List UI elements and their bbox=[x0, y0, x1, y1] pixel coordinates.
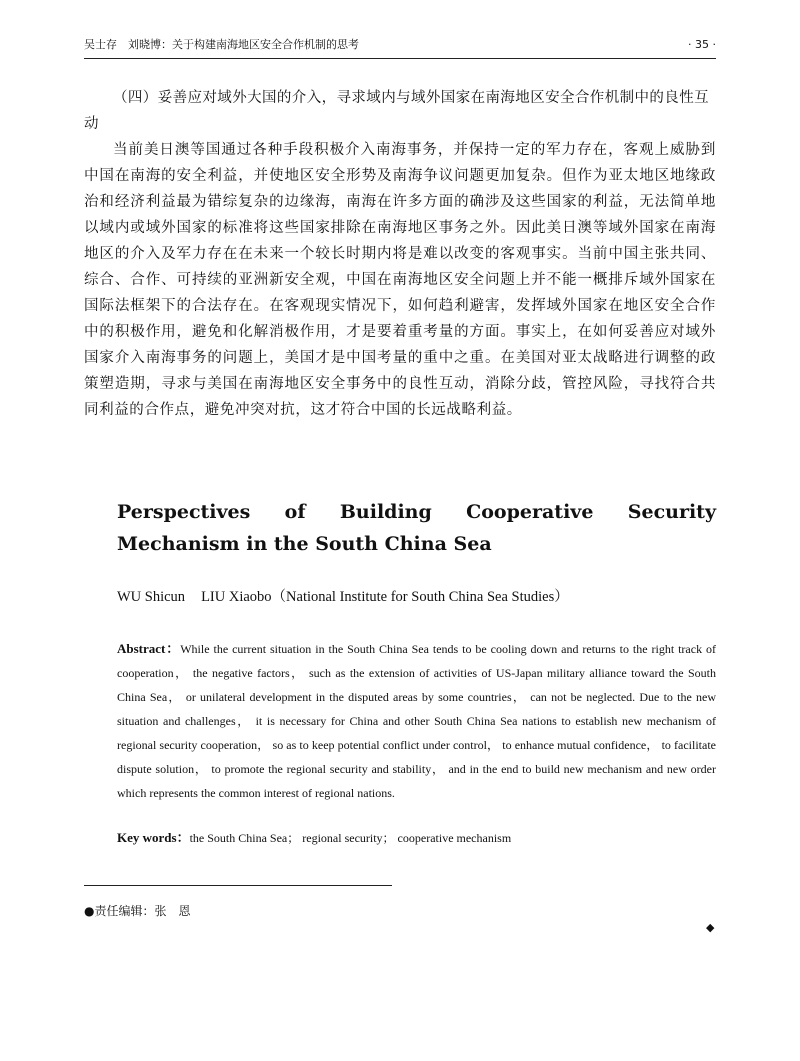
abstract-text: While the current situation in the South China Sea tends to be cooling down and returns to the right track of cooperation， the negative factors， such as the extension of activities of US-Japan military alliance toward the South China Sea， or unilateral development in the disputed areas by some countries， can not be neglected. Due to the new situation and challenges， it is necessary for China and other South China Sea nations to establish new mechanism of regional security cooperation， so as to keep potential conflict under control， to enhance mutual confidence， to facilitate dispute solution， to promote the regional security and stability， and in the end to build new mechanism and new order which represents the common interest of regional nations. bbox=[117, 642, 716, 800]
section-heading: （四）妥善应对域外大国的介入，寻求域内与域外国家在南海地区安全合作机制中的良性互动 bbox=[84, 90, 709, 132]
english-keywords bbox=[117, 828, 716, 848]
author-name: WU Shicun bbox=[117, 589, 186, 605]
author-name: LIU Xiaobo bbox=[201, 589, 272, 605]
section-body-paragraph: 当前美日澳等国通过各种手段积极介入南海事务，并保持一定的军力存在，客观上威胁到中国在南海的安全利益，并使地区安全形势及南海争议问题更加复杂。但作为亚太地区地缘政治和经济利益最为错综复杂的边缘海，南海在许多方面的确涉及这些国家的利益，无法简单地以域内或域外国家的标准将这些国家排除在南海地区事务之外。因此美日澳等域外国家在南海地区的介入及军力存在在未来一个较长时期内将是难以改变的客观事实。当前中国主张共同、综合、合作、可持续的亚洲新安全观，中国在南海地区安全问题上并不能一概排斥域外国家在国际法框架下的合法存在。在客观现实情况下，如何趋利避害，发挥域外国家在地区安全合作中的积极作用，避免和化解消极作用，才是要着重考量的方面。事实上，在如何妥善应对域外国家介入南海事务的问题上，美国才是中国考量的重中之重。在美国对亚太战略进行调整的政策塑造期，寻求与美国在南海地区安全事务中的良性互动，消除分歧，管控风险，寻找符合共同利益的合作点，避免冲突对抗，这才符合中国的长远战略利益。 bbox=[84, 142, 716, 418]
keywords-text: the South China Sea； regional security； cooperative mechanism bbox=[189, 831, 512, 845]
author-affiliation: （National Institute for South China Sea Studies） bbox=[271, 589, 569, 605]
page-number: · 35 · bbox=[688, 38, 716, 51]
footnote-divider bbox=[84, 885, 392, 886]
english-title: Perspectives of Building Cooperative Security Mechanism in the South China Sea bbox=[117, 501, 716, 555]
abstract-label: Abstract： bbox=[117, 641, 181, 656]
running-header-authors-title: 吴士存 刘晓博：关于构建南海地区安全合作机制的思考 bbox=[84, 38, 359, 51]
english-authors bbox=[117, 586, 716, 608]
english-abstract bbox=[117, 637, 716, 805]
running-header bbox=[84, 36, 716, 59]
end-diamond-icon: ◆ bbox=[706, 921, 715, 934]
responsible-editor-note: ●责任编辑：张 恩 bbox=[84, 904, 191, 918]
keywords-label: Key words： bbox=[117, 830, 190, 845]
